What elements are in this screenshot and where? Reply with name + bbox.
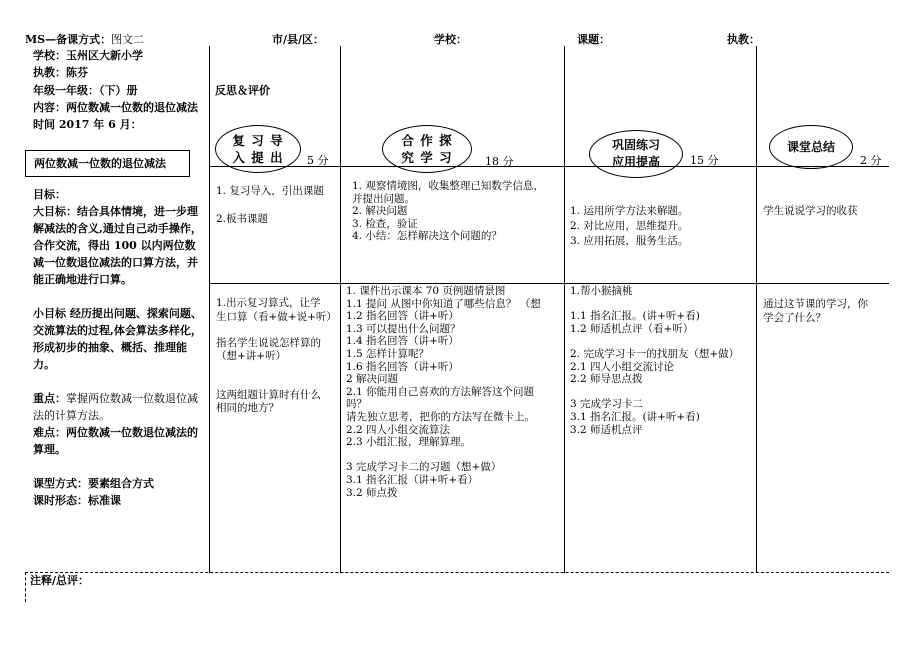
steps-practice-line: 2. 对比应用，思维提升。 <box>570 220 689 232</box>
difficulty-label: 难点： <box>33 426 66 439</box>
details-practice-line: 1.帮小猴摘桃 <box>570 285 633 297</box>
small-goal: 小目标 经历提出问题、探索问题、交流算法的过程,体会算法多样化，形成初步的抽象、概括、推理能力。 <box>33 307 202 371</box>
details-explore-line: 3 完成学习卡二的习题（想+做） <box>346 461 502 474</box>
details-practice <box>570 285 754 436</box>
column-divider-4 <box>756 46 757 573</box>
column-divider-1 <box>209 46 210 573</box>
key-point-text: 掌握两位数减一位数退位减法的计算方法。 <box>33 392 198 422</box>
steps-explore-line: 并提出问题。 <box>352 192 415 205</box>
footer-divider <box>25 572 889 573</box>
course-type-value: 图文二 <box>111 33 145 46</box>
details-explore-line <box>346 449 562 462</box>
details-review-line: 生口算（看+做+说+听） <box>216 310 337 323</box>
details-practice-line: 2.1 四人小组交流讨论 <box>570 360 675 373</box>
details-explore-line: 请先独立思考，把你的方法写在微卡上。 <box>346 410 535 423</box>
stage-practice-title: 巩固练习 应用提高 <box>611 138 660 169</box>
course-type <box>25 32 144 48</box>
details-practice-line: 3.2 师适机点评 <box>570 423 643 436</box>
details-review-line <box>216 376 338 389</box>
footer-left-edge <box>25 572 26 602</box>
stage-practice-minutes: 15 分 <box>690 154 719 167</box>
details-review-line: 相同的地方？ <box>216 402 279 415</box>
steps-explore-line: 2. 解决问题 <box>352 205 408 218</box>
topic-label: 课题： <box>577 33 610 46</box>
details-explore-line: 1. 课件出示课本 70 页例题情景图 <box>346 285 506 297</box>
lesson-title-box <box>25 150 190 177</box>
details-explore-line: 1.5 怎样计算呢？ <box>346 347 430 360</box>
objectives-heading: 目标： <box>33 188 66 201</box>
steps-explore-line: 3. 检查，验证 <box>352 217 418 230</box>
lesson-form: 课型方式：要素组合方式 <box>33 477 154 490</box>
details-practice-line: 1.1 指名汇报。(讲+听+看) <box>570 310 700 323</box>
key-point-label: 重点： <box>33 392 66 405</box>
details-review-line: 这两组题计算时有什么 <box>216 388 321 401</box>
details-review-line <box>216 364 338 377</box>
lesson-mode: 课时形态：标准课 <box>33 494 121 507</box>
details-review-line: 指名学生说说怎样算的 <box>216 336 321 349</box>
details-review-line: 1.出示复习算式，让学 <box>216 297 321 309</box>
stage-explore-title: 合 作 探 究 学 习 <box>401 133 453 165</box>
reflection-label: 反思＆评价 <box>215 84 270 97</box>
steps-explore-line: 4. 小结：怎样解决这个问题的？ <box>352 230 502 243</box>
details-explore-line: 1.4 指名回答（讲+听） <box>346 335 459 348</box>
steps-review-line: 2.板书课题 <box>216 212 269 225</box>
info-content: 内容：两位数减一位数的退位减法 <box>33 101 198 114</box>
footer-label: 注释/总评： <box>30 574 90 587</box>
details-explore-line: 1.1 提问 从图中你知道了哪些信息？ （想 <box>346 297 541 310</box>
steps-explore-line: 1. 观察情境图，收集整理已知数学信息， <box>352 180 544 192</box>
steps-summary-line: 学生说说学习的收获 <box>763 205 858 217</box>
details-summary <box>763 297 888 325</box>
big-goal: 大目标：结合具体情境，进一步理解减法的含义,通过自己动手操作，合作交流，得出 100 以内两位数减一位数退位减法的口算方法，并能正确地进行口算。 <box>33 205 202 286</box>
steps-explore <box>352 180 562 243</box>
city-label: 市/县/区： <box>272 33 325 46</box>
details-explore-line: 1.2 指名回答（讲+听） <box>346 310 459 323</box>
details-summary-line: 通过这节课的学习，你 <box>763 298 868 310</box>
details-explore-line: 3.2 师点拨 <box>346 486 398 499</box>
details-explore-line: 1.6 指名回答（讲+听） <box>346 360 459 373</box>
details-practice-line: 2.2 师导思点拨 <box>570 373 643 386</box>
details-explore-line: 3.1 指名汇报（讲+听+看） <box>346 473 479 486</box>
school-label: 学校： <box>434 33 467 46</box>
stage-summary-title: 课堂总结 <box>786 139 835 154</box>
info-school: 学校：玉州区大新小学 <box>33 49 143 62</box>
details-summary-line: 学会了什么？ <box>763 312 826 324</box>
steps-practice-line: 3. 应用拓展，服务生活。 <box>570 235 689 247</box>
details-explore-line: 2.2 四人小组交流算法 <box>346 423 451 436</box>
details-practice-line: 1.2 师适机点评（看+听） <box>570 322 694 335</box>
stage-practice-oval <box>589 130 683 178</box>
details-explore-line: 2 解决问题 <box>346 373 399 386</box>
stage-review-oval <box>215 125 301 173</box>
stage-summary-oval <box>769 125 853 169</box>
lesson-title: 两位数减一位数的退位减法 <box>34 157 166 170</box>
details-review-line: （想+讲+听） <box>216 350 287 363</box>
column-divider-2 <box>340 46 341 573</box>
details-practice-line: 3 完成学习卡二 <box>570 398 644 411</box>
stage-explore-minutes: 18 分 <box>485 155 514 168</box>
steps-practice-line: 1. 运用所学方法来解题。 <box>570 205 689 217</box>
stage-summary-minutes: 2 分 <box>860 154 882 167</box>
steps-review <box>216 184 338 227</box>
details-practice-line: 3.1 指名汇报。(讲+听+看) <box>570 410 700 423</box>
details-practice-line <box>570 298 754 311</box>
objectives <box>33 186 205 509</box>
stage-review-title: 复 习 导 入 提 出 <box>232 133 284 165</box>
details-explore-line: 1.3 可以提出什么问题？ <box>346 322 461 335</box>
column-divider-3 <box>564 46 565 573</box>
steps-review-line: 1. 复习导入，引出课题 <box>216 185 324 197</box>
details-review <box>216 297 338 416</box>
steps-practice <box>570 204 754 249</box>
details-explore-line: 2.3 小组汇报，理解算理。 <box>346 436 472 449</box>
details-explore-line: 吗？ <box>346 398 367 411</box>
stage-explore-oval <box>382 125 472 173</box>
info-grade: 年级一年级：（下）册 <box>33 84 138 97</box>
info-teacher: 执教：陈芬 <box>33 66 88 79</box>
details-practice-line <box>570 335 754 348</box>
details-explore <box>346 285 562 499</box>
steps-review-line <box>216 199 338 212</box>
steps-summary <box>763 205 888 218</box>
course-type-label: MS—备课方式： <box>25 33 112 46</box>
steps-row-line <box>209 283 889 284</box>
details-review-line <box>216 324 338 337</box>
details-explore-line: 2.1 你能用自己喜欢的方法解答这个问题 <box>346 385 535 398</box>
teacher-label: 执教： <box>727 33 760 46</box>
info-time: 时间 2017 年 6 月： <box>33 118 142 131</box>
difficulty-text: 两位数减一位数退位减法的算理。 <box>33 426 198 456</box>
details-practice-line <box>570 386 754 399</box>
stage-review-minutes: 5 分 <box>307 154 329 167</box>
details-practice-line: 2. 完成学习卡一的找朋友（想+做） <box>570 347 740 360</box>
